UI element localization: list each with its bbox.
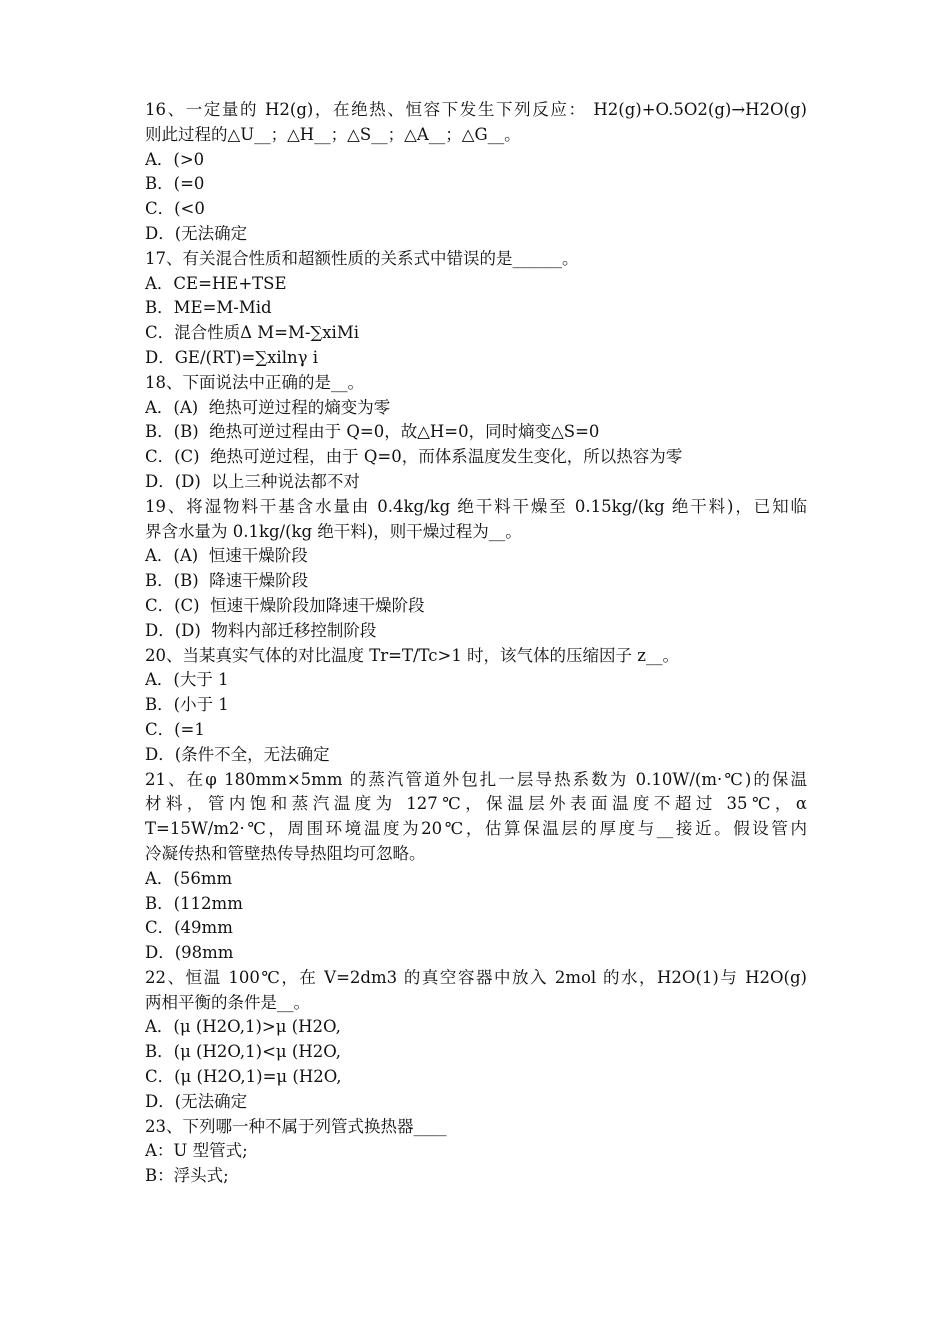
question-19-option-b: B．(B) 降速干燥阶段 <box>145 571 309 591</box>
question-23-stem-line-1: 23、下列哪一种不属于列管式换热器____ <box>145 1116 447 1136</box>
question-22-option-d: D．(无法确定 <box>145 1091 248 1111</box>
question-21-option-b: B．(112mm <box>145 893 243 913</box>
question-21-option-a: A．(56mm <box>145 868 233 888</box>
question-16-stem-line-2: 则此过程的△U__；△H__；△S__；△A__；△G__。 <box>145 124 521 144</box>
question-20-option-a: A．(大于 1 <box>145 670 229 690</box>
question-16-stem-line-1: 16、一定量的 H2(g)，在绝热、恒容下发生下列反应： H2(g)+O.5O2(g)→H2O(g) <box>145 100 807 119</box>
question-18-option-a: A．(A) 绝热可逆过程的熵变为零 <box>145 397 391 417</box>
question-18-option-b: B．(B) 绝热可逆过程由于 Q=0，故△H=0，同时熵变△S=0 <box>145 422 600 442</box>
question-16-option-b: B．(=0 <box>145 174 205 194</box>
question-21-stem-line-4: 冷凝传热和管壁热传导热阻均可忽略。 <box>145 843 426 863</box>
question-23-option-a: A：U 型管式; <box>145 1141 248 1161</box>
question-18-stem-line-1: 18、下面说法中正确的是__。 <box>145 372 364 392</box>
question-20-stem-line-1: 20、当某真实气体的对比温度 Tr=T/Tc>1 时，该气体的压缩因子 z__。 <box>145 645 679 665</box>
question-22-option-c: C．(μ (H2O,1)=μ (H2O, <box>145 1067 342 1087</box>
question-20-option-c: C．(=1 <box>145 719 205 739</box>
question-19-option-a: A．(A) 恒速干燥阶段 <box>145 546 308 566</box>
question-22-option-a: A．(μ (H2O,1)>μ (H2O, <box>145 1017 341 1037</box>
question-22-stem-line-2: 两相平衡的条件是__。 <box>145 992 310 1012</box>
question-20-option-b: B．(小于 1 <box>145 695 229 715</box>
question-16-option-a: A．(>0 <box>145 149 205 169</box>
question-23-option-b: B：浮头式; <box>145 1166 229 1186</box>
question-22-stem-line-1: 22、恒温 100℃，在 V=2dm3 的真空容器中放入 2mol 的水，H2O(1)与 H2O(g) <box>145 967 807 987</box>
question-17-stem-line-1: 17、有关混合性质和超额性质的关系式中错误的是______。 <box>145 248 579 268</box>
question-16-option-c: C．(<0 <box>145 199 205 219</box>
question-19-stem-line-2: 界含水量为 0.1kg/(kg 绝干料)，则干燥过程为__。 <box>145 521 522 541</box>
question-22-option-b: B．(μ (H2O,1)<μ (H2O, <box>145 1042 342 1062</box>
question-16-option-d: D．(无法确定 <box>145 223 248 243</box>
question-17-option-c: C．混合性质Δ M=M-∑xiMi <box>145 323 360 343</box>
question-21-stem-line-1: 21、在φ 180mm×5mm 的蒸汽管道外包扎一层导热系数为 0.10W/(m·℃)的保温 <box>145 769 807 789</box>
question-21-stem-line-3: T=15W/m2·℃，周围环境温度为20℃，估算保温层的厚度与__接近。假设管内 <box>145 819 807 839</box>
question-21-stem-line-2: 材料，管内饱和蒸汽温度为 127℃，保温层外表面温度不超过 35℃，α <box>145 794 807 814</box>
question-21-option-d: D．(98mm <box>145 943 234 963</box>
question-18-option-c: C．(C) 绝热可逆过程，由于 Q=0，而体系温度发生变化，所以热容为零 <box>145 447 683 467</box>
question-17-option-d: D．GE/(RT)=∑xilnγ i <box>145 347 319 367</box>
question-21-option-c: C．(49mm <box>145 918 233 938</box>
question-17-option-a: A．CE=HE+TSE <box>145 273 287 293</box>
question-20-option-d: D．(条件不全，无法确定 <box>145 744 330 764</box>
document-page <box>145 98 807 1189</box>
question-19-option-c: C．(C) 恒速干燥阶段加降速干燥阶段 <box>145 595 425 615</box>
question-19-option-d: D．(D) 物料内部迁移控制阶段 <box>145 620 377 640</box>
question-18-option-d: D．(D) 以上三种说法都不对 <box>145 471 360 491</box>
question-17-option-b: B．ME=M-Mid <box>145 298 272 318</box>
question-19-stem-line-1: 19、将湿物料干基含水量由 0.4kg/kg 绝干料干燥至 0.15kg/(kg 绝干料)，已知临 <box>145 496 807 516</box>
